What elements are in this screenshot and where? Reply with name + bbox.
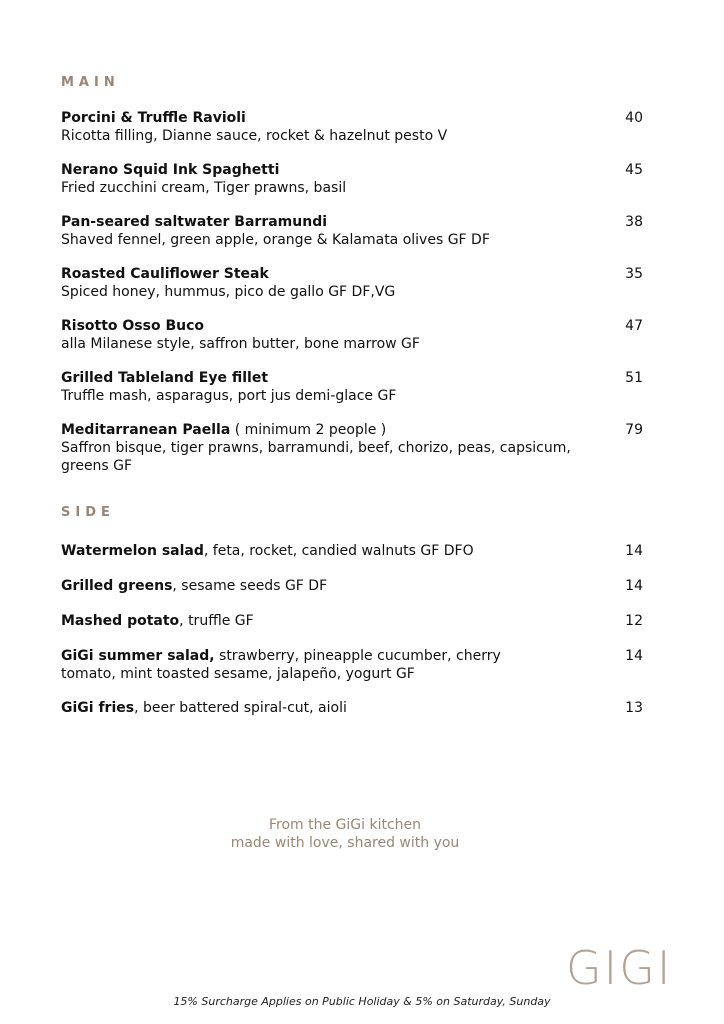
item-price: 79 [625,422,643,438]
item-desc: Shaved fennel, green apple, orange & Kalamata olives GF DF [61,232,490,248]
item-price: 14 [625,648,643,664]
item-name: Pan-seared saltwater Barramundi [61,214,328,230]
item-name: Porcini & Truffle Ravioli [61,110,246,126]
item-desc: , beer battered spiral-cut, aioli [134,700,347,716]
menu-item-spaghetti [61,161,643,197]
item-price: 40 [625,110,643,126]
item-name: Mashed potato [61,613,180,629]
item-name: Roasted Cauliflower Steak [61,266,269,282]
menu-item-risotto [61,317,643,353]
item-desc: strawberry, pineapple cucumber, cherry tomato, mint toasted sesame, jalapeño, yogurt GF [61,648,501,682]
item-desc: , truffle GF [179,613,254,629]
item-desc: Ricotta filling, Dianne sauce, rocket & hazelnut pesto V [61,128,448,144]
item-name: Nerano Squid Ink Spaghetti [61,162,280,178]
item-name: Grilled Tableland Eye fillet [61,370,269,386]
item-price: 12 [625,613,643,629]
item-price: 47 [625,318,643,334]
item-price: 14 [625,543,643,559]
tagline-line-2: made with love, shared with you [230,835,460,851]
item-name: Grilled greens [61,578,173,594]
item-name: Risotto Osso Buco [61,318,205,334]
item-price: 38 [625,214,643,230]
item-desc: Saffron bisque, tiger prawns, barramundi, beef, chorizo, peas, capsicum, greens GF [61,440,571,474]
item-name: GiGi fries [61,700,135,716]
gigi-logo: GIGI [566,941,673,995]
footer-tagline [0,816,690,852]
item-price: 35 [625,266,643,282]
side-item-summer-salad [61,647,643,683]
side-item-fries [61,699,643,717]
item-desc: Spiced honey, hummus, pico de gallo GF DF,VG [61,284,396,300]
side-heading: SIDE [61,505,115,520]
tagline-line-1: From the GiGi kitchen [268,817,422,833]
item-price: 51 [625,370,643,386]
item-name: Watermelon salad [61,543,204,559]
item-price: 45 [625,162,643,178]
surcharge-note: 15% Surcharge Applies on Public Holiday & 5% on Saturday, Sunday [173,995,551,1008]
side-item-mash [61,612,643,630]
item-desc: , feta, rocket, candied walnuts GF DFO [203,543,474,559]
item-name: GiGi summer salad, [61,648,215,664]
side-item-greens [61,577,643,595]
item-desc: Fried zucchini cream, Tiger prawns, basil [61,180,347,196]
item-desc: Truffle mash, asparagus, port jus demi-glace GF [61,388,397,404]
item-name: Meditarranean Paella [61,422,231,438]
item-note: ( minimum 2 people ) [230,422,387,438]
item-price: 13 [625,700,643,716]
side-item-watermelon [61,542,643,560]
item-price: 14 [625,578,643,594]
item-desc: alla Milanese style, saffron butter, bone marrow GF [61,336,420,352]
menu-item-barramundi [61,213,643,249]
item-desc: , sesame seeds GF DF [172,578,328,594]
menu-item-eye-fillet [61,369,643,405]
main-heading: MAIN [61,75,120,90]
menu-item-paella [61,421,643,475]
menu-item-ravioli [61,109,643,145]
menu-item-cauliflower [61,265,643,301]
